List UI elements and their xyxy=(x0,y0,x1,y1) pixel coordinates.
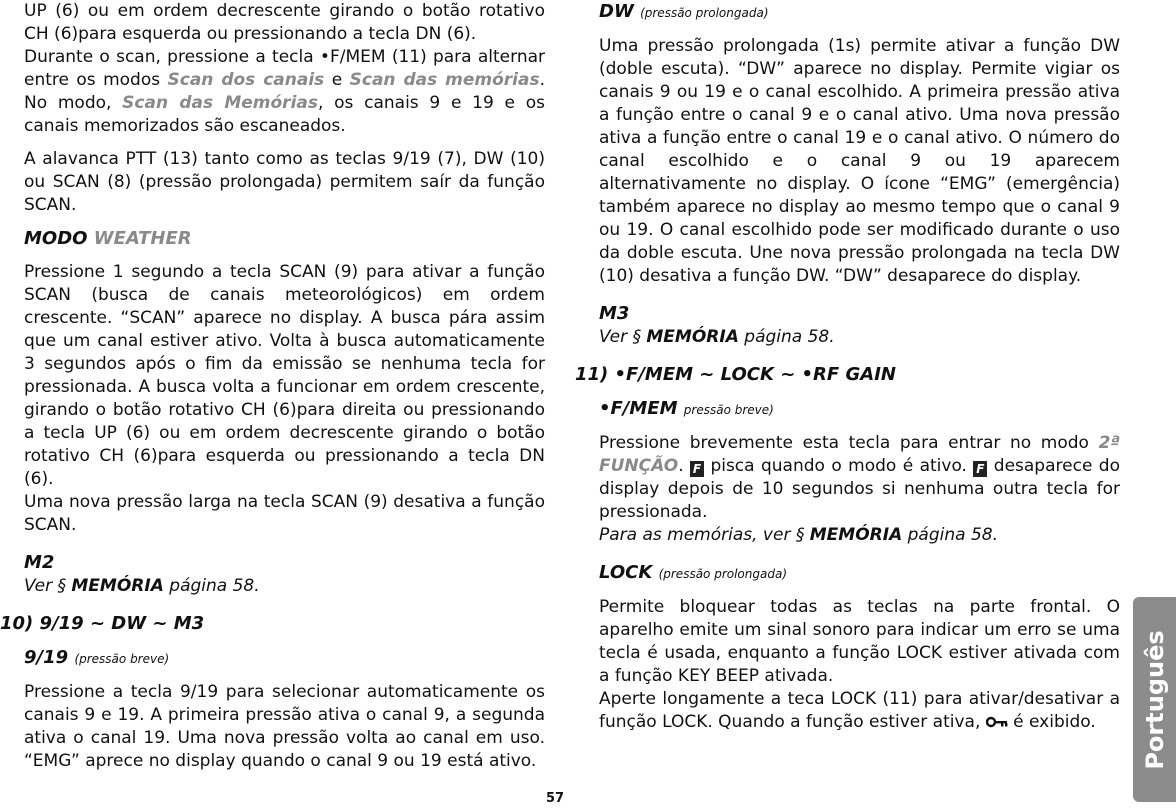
spacer xyxy=(575,288,1120,302)
paragraph-fmem xyxy=(599,432,1120,524)
heading-919 xyxy=(24,646,545,671)
scan-memories-term-2: Scan das Memórias xyxy=(122,93,318,113)
text: 9/19 xyxy=(24,647,69,668)
key-icon xyxy=(986,716,1008,728)
spacer xyxy=(0,671,545,681)
spacer xyxy=(575,25,1120,35)
text: , os canais 9 e 19 e os canais memorizados são escaneados. xyxy=(24,93,545,136)
paragraph-exit-scan: A alavanca PTT (13) tanto como as teclas 9/19 (7), DW (10) ou SCAN (8) (pressão prolongada) permitem saír da função SCAN. xyxy=(24,149,545,215)
language-tab xyxy=(1133,597,1176,802)
text: desaparece do display depois de 10 segundos si nenhuma outra tecla for pressionada. xyxy=(599,456,1120,522)
paragraph-lock: Permite bloquear todas as teclas na parte frontal. O aparelho emite um sinal sonoro para indicar um erro se uma tecla é usada, enquanto a função LOCK estiver ativada com a função KEY BEEP ativada. xyxy=(599,597,1120,686)
text: LOCK xyxy=(599,562,653,583)
text: . xyxy=(678,456,691,476)
text: Ver § xyxy=(24,576,72,596)
m2-reference xyxy=(24,575,545,598)
text: MEMÓRIA xyxy=(809,525,903,545)
paragraph-scan-down: UP (6) ou em ordem decrescente girando o botão rotativo CH (6)para esquerda ou pressionando a tecla DN (6). xyxy=(24,1,545,44)
paragraph-weather-scan: Pressione 1 segundo a tecla SCAN (9) para ativar a função SCAN (busca de canais meteorológicos) em ordem crescente. “SCAN” aparece no display. A busca pára assim que um canal estiver ativo. Volta à busca automaticamente 3 segundos após o fim da emissão se nenhuma tecla for pressionada. A busca volta a funcionar em ordem crescente, girando o botão rotativo CH (6)para direita ou pressionando a tecla UP (6) ou em ordem decrescente girando o botão rotativo CH (6)para esquerda ou pressionando a tecla DN (6). xyxy=(24,262,545,489)
scan-channels-term: Scan dos canais xyxy=(167,70,325,90)
spacer xyxy=(575,586,1120,596)
scan-memories-term: Scan das memórias xyxy=(349,70,540,90)
second-function-term: 2ª FUNÇÃO xyxy=(599,433,1120,476)
language-label: Português xyxy=(1140,629,1169,770)
text: (pressão prolongada) xyxy=(640,6,769,20)
m3-reference xyxy=(599,326,1120,349)
text: (pressão breve) xyxy=(74,652,170,666)
heading-lock xyxy=(599,561,1120,586)
left-column xyxy=(0,0,545,773)
paragraph-919: Pressione a tecla 9/19 para selecionar automaticamente os canais 9 e 19. A primeira pressão ativa o canal 9, a segunda ativa o canal 19. Uma nova pressão volta ao canal em uso. “EMG” aprece no display quando o canal 9 ou 19 está ativo. xyxy=(24,682,545,771)
text: página 58. xyxy=(902,525,998,545)
text: pisca quando o modo é ativo. xyxy=(704,456,974,476)
text: •F/MEM xyxy=(599,398,678,419)
text: página 58. xyxy=(738,327,835,347)
fmem-reference xyxy=(599,524,1120,547)
paragraph-dw: Uma pressão prolongada (1s) permite ativar a função DW (doble escuta). “DW” aparece no display. Permite vigiar os canais 9 ou 19 e o canal escolhido. A primeira pressão ativa a função entre o canal 9 e o canal ativo. Uma nova pressão ativa a função entre o canal 19 e o canal ativo. O número do canal escolhido e o canal 9 ou 19 aparecem alternativamente no display. O ícone “EMG” (emergência) também aparece no display ao mesmo tempo que o canal 9 ou 19. O canal escolhido pode ser modificado durante o uso da doble escuta. Une nova pressão prolongada na tecla DW (10) desativa a função DW. “DW” desaparece do display. xyxy=(599,36,1120,286)
paragraph-scan-modes xyxy=(24,46,545,138)
heading-m3: M3 xyxy=(599,303,630,324)
heading-m2: M2 xyxy=(24,552,55,573)
text: Ver § xyxy=(599,327,647,347)
text: . No modo, xyxy=(24,70,545,113)
text: MODO xyxy=(24,228,88,249)
page-number: 57 xyxy=(545,791,565,806)
text: MEMÓRIA xyxy=(71,576,164,596)
text: é exibido. xyxy=(1007,712,1096,732)
paragraph-lock-toggle xyxy=(599,688,1120,734)
spacer xyxy=(575,422,1120,432)
spacer xyxy=(0,636,545,646)
section-10-title: 10) 9/19 ~ DW ~ M3 xyxy=(0,613,205,634)
spacer xyxy=(0,138,545,148)
heading-dw xyxy=(599,0,1120,25)
section-11-title: 11) •F/MEM ~ LOCK ~ •RF GAIN xyxy=(575,364,896,385)
heading-weather-mode xyxy=(24,227,545,251)
heading-fmem xyxy=(599,397,1120,422)
text: e xyxy=(324,70,350,90)
text: MEMÓRIA xyxy=(646,327,739,347)
spacer xyxy=(0,251,545,261)
spacer xyxy=(0,598,545,612)
text: Durante o scan, pressione a tecla •F/MEM (11) para alternar entre os modos xyxy=(24,47,545,90)
text: DW xyxy=(599,1,634,22)
right-column xyxy=(575,0,1120,734)
spacer xyxy=(575,387,1120,397)
text: WEATHER xyxy=(93,228,192,249)
paragraph-weather-stop: Uma nova pressão larga na tecla SCAN (9) desativa a função SCAN. xyxy=(24,492,545,535)
spacer xyxy=(0,217,545,227)
text: página 58. xyxy=(163,576,260,596)
spacer xyxy=(575,349,1120,363)
text: Aperte longamente a teca LOCK (11) para ativar/desativar a função LOCK. Quando a função estiver ativa, xyxy=(599,689,1120,732)
f-indicator-icon: F xyxy=(973,461,987,477)
text: Para as memórias, ver § xyxy=(599,525,810,545)
text: (pressão prolongada) xyxy=(658,567,788,581)
text: pressão breve) xyxy=(683,403,774,417)
spacer xyxy=(575,547,1120,561)
spacer xyxy=(0,537,545,551)
f-indicator-icon: F xyxy=(690,461,704,477)
text: Pressione brevemente esta tecla para entrar no modo xyxy=(599,433,1099,453)
